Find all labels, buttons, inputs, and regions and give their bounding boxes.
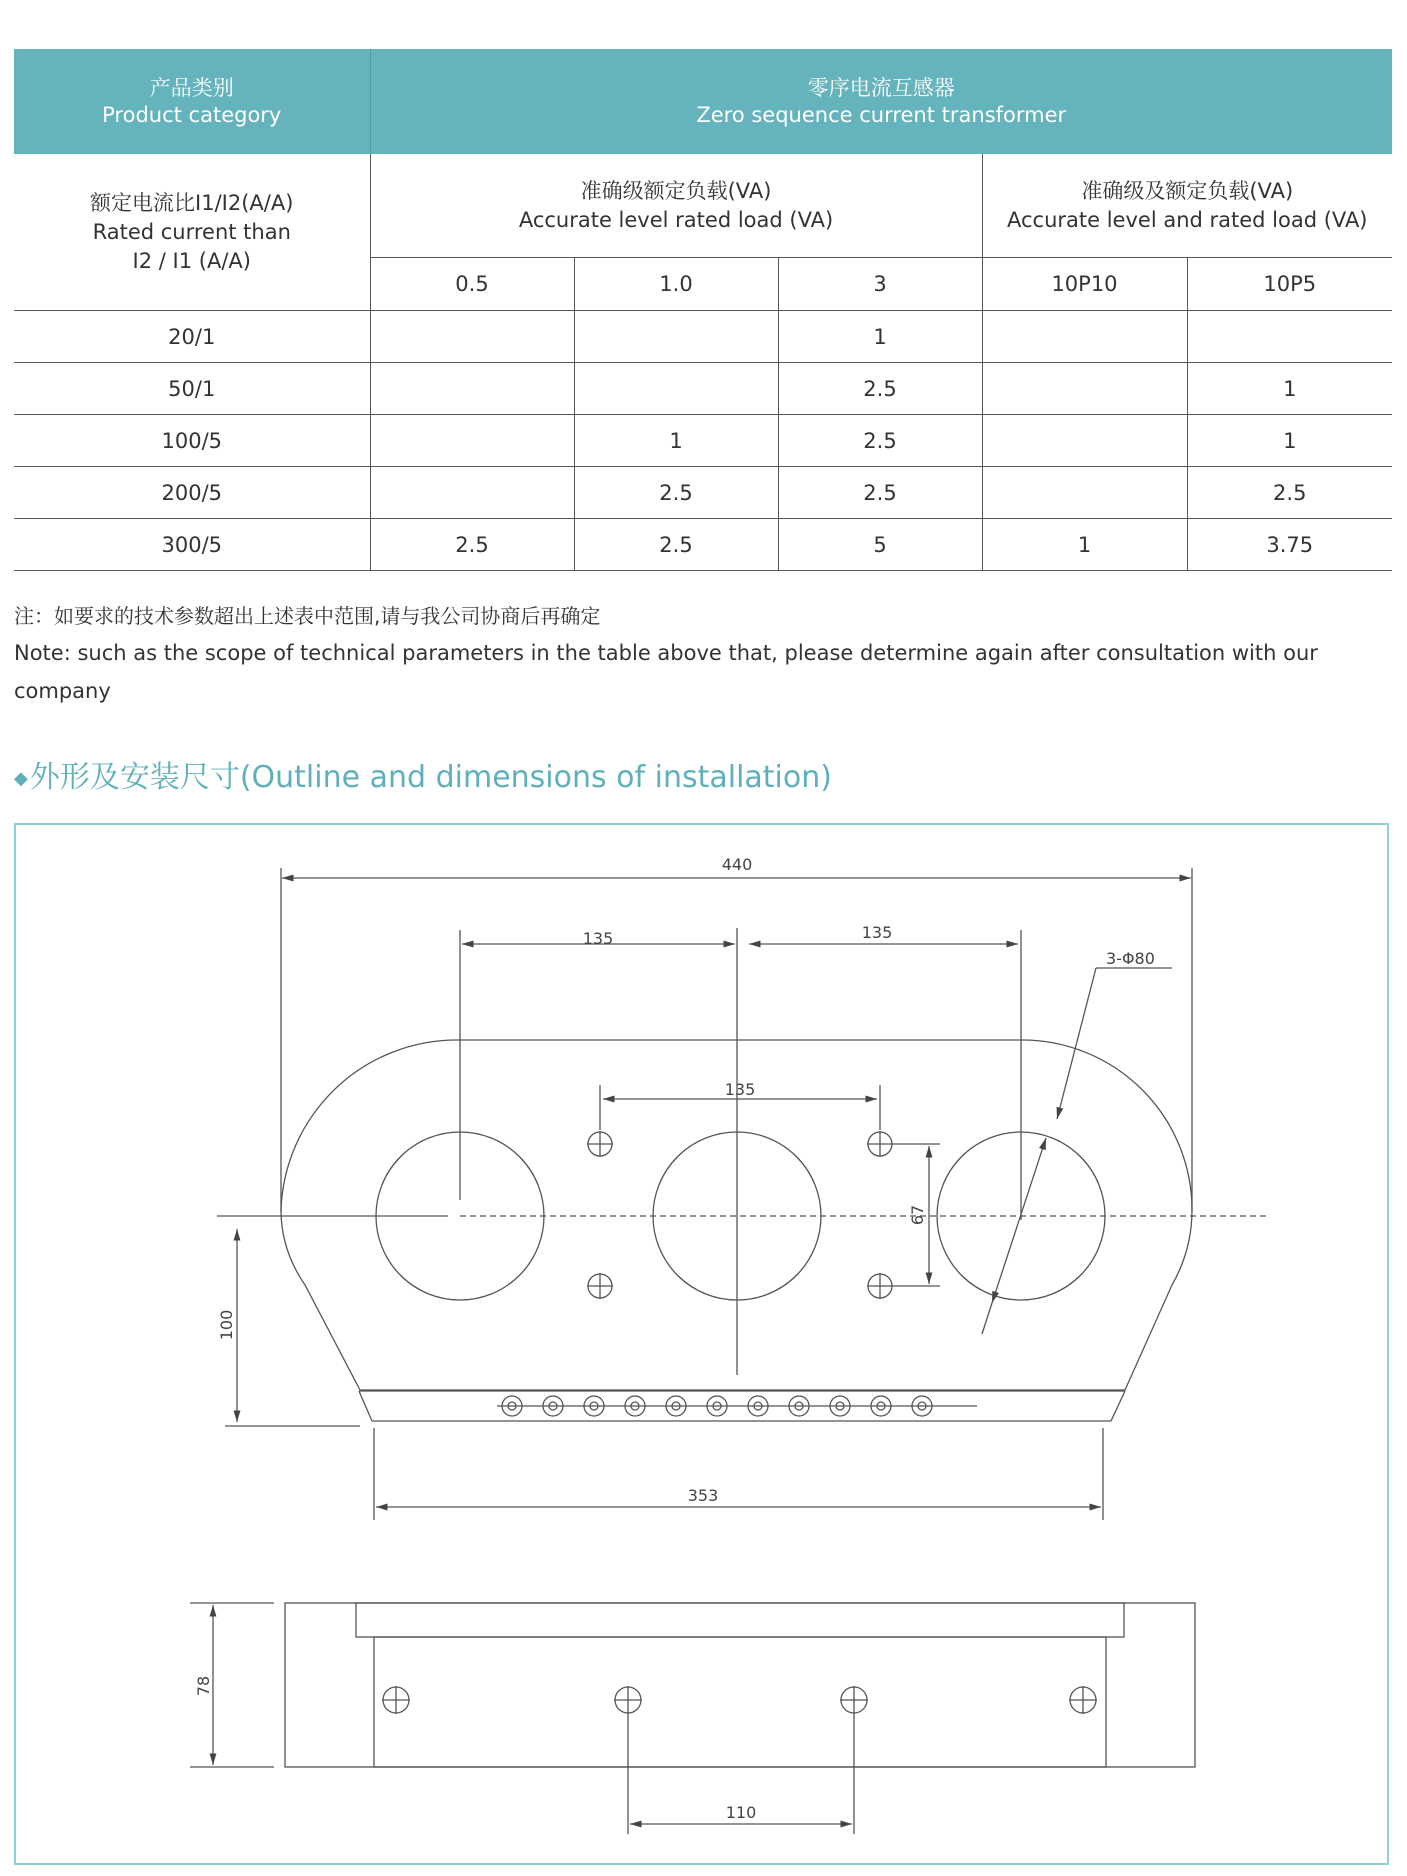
side-view-holes (382, 1686, 1097, 1714)
dim-label-side-height: 78 (194, 1675, 213, 1697)
section-title-text: 外形及安装尺寸(Outline and dimensions of installation) (29, 760, 832, 795)
table-cell: 2.5 (778, 363, 982, 415)
dim-label-side-spacing: 110 (725, 1803, 757, 1822)
table-cell: 1 (778, 311, 982, 363)
dim-label-height: 100 (217, 1309, 236, 1341)
table-cell: 2.5 (1187, 467, 1392, 519)
dim-label-total-width: 440 (721, 855, 753, 874)
diamond-bullet-icon: ◆ (14, 768, 28, 789)
dim-label-mount-spacing: 135 (724, 1080, 756, 1099)
table-cell: 2.5 (778, 467, 982, 519)
ratio-en-1: Rated current than (92, 219, 291, 244)
ratio-cell: 200/5 (14, 467, 370, 519)
column-header: 3 (778, 258, 982, 311)
dim-label-vertical-mount: 67 (908, 1204, 927, 1226)
dim-label-right-spacing: 135 (861, 923, 893, 942)
table-cell: 1 (1187, 415, 1392, 467)
side-view-flange (356, 1603, 1124, 1637)
table-cell: 1 (1187, 363, 1392, 415)
leader-line (982, 1303, 992, 1334)
product-en: Zero sequence current transformer (696, 102, 1067, 127)
ratio-en-2: I2 / I1 (A/A) (132, 248, 251, 273)
group1-en: Accurate level rated load (VA) (518, 207, 834, 232)
category-cn: 产品类别 (149, 75, 234, 100)
ratio-cell: 300/5 (14, 519, 370, 571)
note-en: Note: such as the scope of technical parameters in the table above that, please determine again after consultation with our company (14, 641, 1318, 703)
table-cell: 2.5 (778, 415, 982, 467)
base-edge (1111, 1391, 1125, 1421)
table-cell: 2.5 (370, 519, 574, 571)
ratio-cell: 50/1 (14, 363, 370, 415)
group1-cn: 准确级额定负载(VA) (580, 178, 772, 203)
side-view-outer (285, 1603, 1195, 1767)
dim-label-base-width: 353 (687, 1486, 719, 1505)
ratio-cn: 额定电流比I1/I2(A/A) (90, 190, 294, 215)
ratio-cell: 20/1 (14, 311, 370, 363)
dim-label-hole-diameter: 3-Φ80 (1106, 949, 1155, 968)
table-cell: 2.5 (574, 467, 778, 519)
table-cell: 5 (778, 519, 982, 571)
dim-line-diameter (992, 1138, 1046, 1303)
base-edge (359, 1391, 372, 1421)
table-cell: 2.5 (574, 519, 778, 571)
leader-line (1057, 968, 1096, 1119)
ratio-cell: 100/5 (14, 415, 370, 467)
column-header: 10P5 (1187, 258, 1392, 311)
group2-en: Accurate level and rated load (VA) (1006, 207, 1368, 232)
note-cn: 注：如要求的技术参数超出上述表中范围,请与我公司协商后再确定 (14, 604, 601, 628)
column-header: 0.5 (370, 258, 574, 311)
column-header: 10P10 (982, 258, 1187, 311)
table-cell: 1 (982, 519, 1187, 571)
table-cell: 3.75 (1187, 519, 1392, 571)
category-en: Product category (102, 102, 282, 127)
group2-cn: 准确级及额定负载(VA) (1081, 178, 1294, 203)
dim-label-left-spacing: 135 (582, 929, 614, 948)
side-view-body (374, 1637, 1106, 1767)
product-cn: 零序电流互感器 (807, 75, 955, 100)
table-cell: 1 (574, 415, 778, 467)
column-header: 1.0 (574, 258, 778, 311)
mount-holes (587, 1131, 893, 1299)
